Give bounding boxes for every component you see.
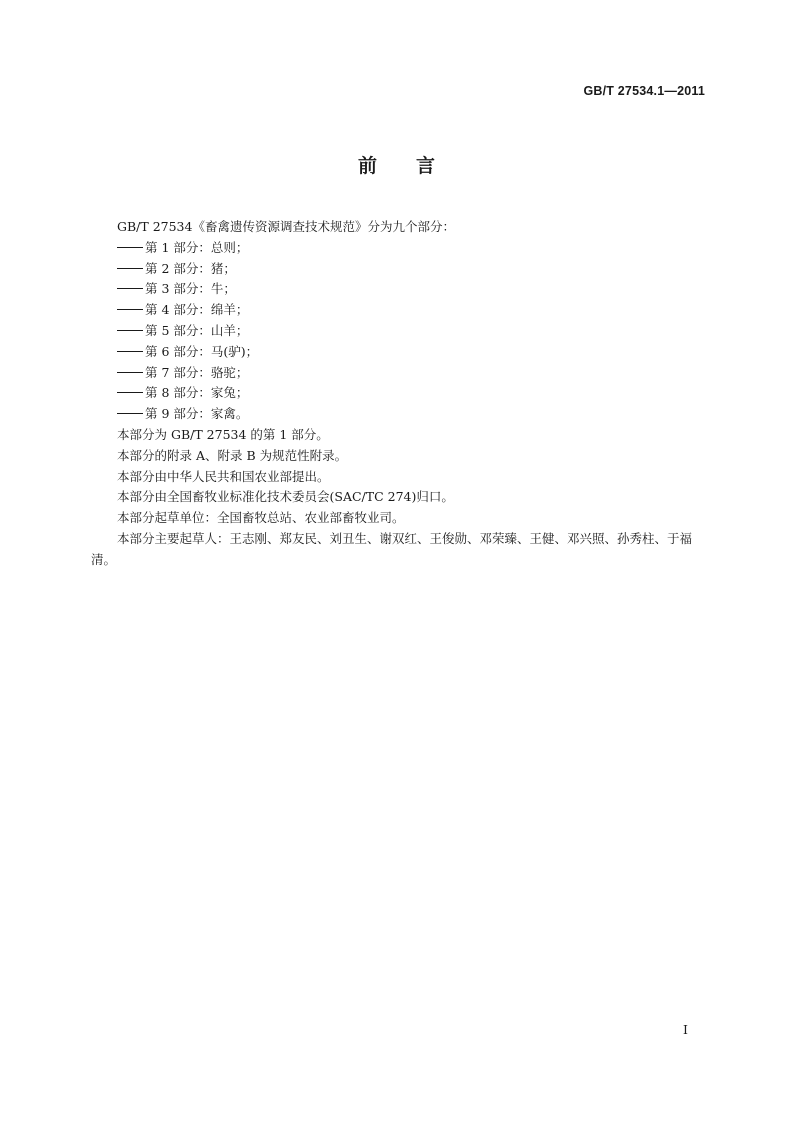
list-item-part-3 xyxy=(91,279,713,300)
em-dash-icon xyxy=(117,330,143,331)
page-title-char-1: 前 xyxy=(357,155,378,177)
em-dash-icon xyxy=(117,247,143,248)
list-item-text: 第 9 部分：家禽。 xyxy=(145,406,249,422)
list-item-part-1 xyxy=(91,238,713,259)
standard-code-header: GB/T 27534.1—2011 xyxy=(583,84,705,98)
em-dash-icon xyxy=(117,309,143,310)
list-item-text: 第 5 部分：山羊； xyxy=(145,322,249,338)
paragraph-part-scope: 本部分为 GB/T 27534 的第 1 部分。 xyxy=(117,426,329,442)
em-dash-icon xyxy=(117,413,143,414)
em-dash-icon xyxy=(117,372,143,373)
list-item-text: 第 6 部分：马(驴)； xyxy=(145,343,259,359)
list-item-text: 第 4 部分：绵羊； xyxy=(145,302,249,318)
list-item-part-6 xyxy=(91,342,713,363)
em-dash-icon xyxy=(117,392,143,393)
list-item-text: 第 8 部分：家兔； xyxy=(145,385,249,401)
page-title-char-2: 言 xyxy=(416,155,437,177)
foreword-body xyxy=(91,217,713,571)
list-item-text: 第 3 部分：牛； xyxy=(145,281,236,297)
paragraph-drafters: 本部分主要起草人：王志刚、郑友民、刘丑生、谢双红、王俊勋、邓荣臻、王健、邓兴照、孙秀柱、于福清。 xyxy=(91,530,693,567)
em-dash-icon xyxy=(117,288,143,289)
paragraph-committee: 本部分由全国畜牧业标准化技术委员会(SAC/TC 274)归口。 xyxy=(117,489,454,505)
em-dash-icon xyxy=(117,351,143,352)
list-item-part-8 xyxy=(91,383,713,404)
list-item-text: 第 2 部分：猪； xyxy=(145,260,236,276)
list-item-text: 第 1 部分：总则； xyxy=(145,239,249,255)
paragraph-drafting-units: 本部分起草单位：全国畜牧总站、农业部畜牧业司。 xyxy=(117,510,405,526)
em-dash-icon xyxy=(117,268,143,269)
intro-paragraph: GB/T 27534《畜禽遗传资源调查技术规范》分为九个部分： xyxy=(117,219,455,234)
paragraph-proposer: 本部分由中华人民共和国农业部提出。 xyxy=(117,468,330,484)
list-item-part-4 xyxy=(91,300,713,321)
list-item-part-5 xyxy=(91,321,713,342)
page-number: I xyxy=(683,1022,688,1037)
page-title xyxy=(0,151,794,178)
list-item-part-2 xyxy=(91,259,713,280)
list-item-part-7 xyxy=(91,363,713,384)
list-item-part-9 xyxy=(91,404,713,425)
list-item-text: 第 7 部分：骆驼； xyxy=(145,364,249,380)
paragraph-annexes: 本部分的附录 A、附录 B 为规范性附录。 xyxy=(117,447,348,463)
